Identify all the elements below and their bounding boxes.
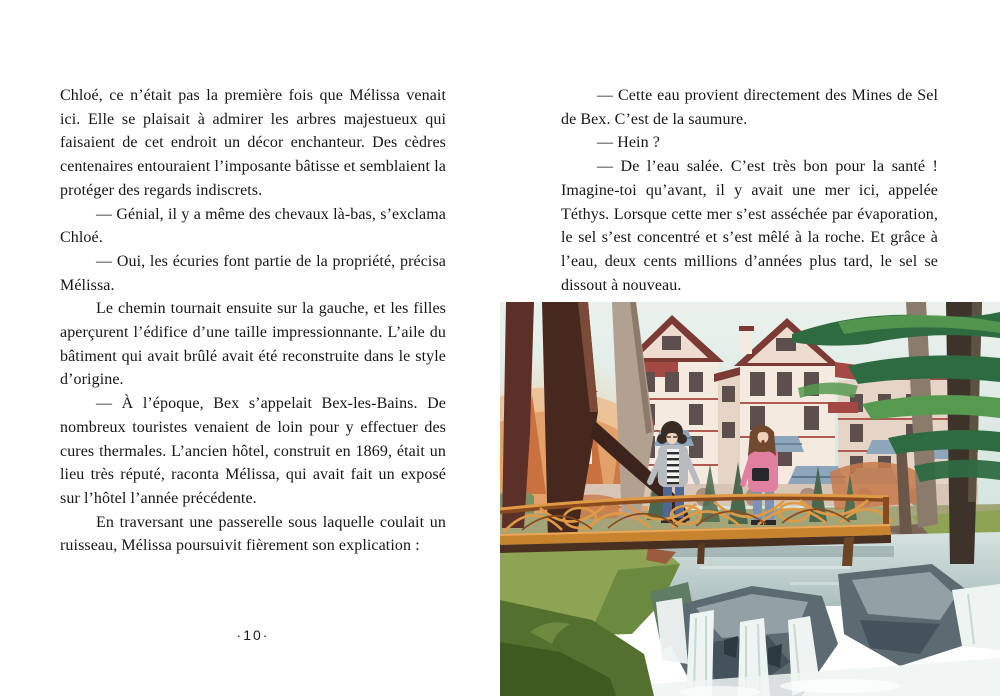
paragraph: — Génial, il y a même des chevaux là-bas, s’exclama Chloé. — [60, 205, 446, 247]
paragraph: — À l’époque, Bex s’appelait Bex-les-Bains. De nombreux touristes venaient de loin pour y effectuer des cures thermales. L’ancien hôtel, construit en 1869, était un lieu très réputé, raconta Mélissa, qui avait fait un exposé sur l’hôtel l’année précédente. — [60, 395, 446, 507]
paragraph: En traversant une passerelle sous laquelle coulait un ruisseau, Mélissa poursuivit fièrement son explication : — [60, 513, 446, 555]
hotel-bridge-illustration — [500, 302, 1000, 696]
paragraph: — Hein ? — [597, 134, 661, 152]
paragraph: Chloé, ce n’était pas la première fois que Mélissa venait ici. Elle se plaisait à admirer les arbres majestueux qui faisaient de cet endroit un décor enchanteur. Des cèdres centenaires entouraient l’imposante bâtisse et semblaient la protéger des regards indiscrets. — [60, 87, 446, 199]
paragraph: Le chemin tournait ensuite sur la gauche, et les filles aperçurent l’édifice d’une taille impressionnante. L’aile du bâtiment qui avait brûlé avait été reconstruite dans le style d’origine. — [60, 300, 446, 389]
left-page-text — [60, 84, 446, 558]
paragraph: — Oui, les écuries font partie de la propriété, précisa Mélissa. — [60, 252, 446, 294]
right-page — [500, 0, 1000, 696]
paragraph: — Cette eau provient directement des Mines de Sel de Bex. C’est de la saumure. — [561, 87, 938, 128]
paragraph: — De l’eau salée. C’est très bon pour la santé ! Imagine-toi qu’avant, il y avait une mer ici, appelée Téthys. Lorsque cette mer s’est asséchée par évaporation, le sel s’est concentré et s’est mêlé à la roche. Et grâce à l’eau, deux cents millions d’années plus tard, le sel se dissout à nouveau. — [561, 158, 938, 294]
right-page-text — [561, 84, 938, 297]
page-number: ·10· — [236, 627, 270, 643]
